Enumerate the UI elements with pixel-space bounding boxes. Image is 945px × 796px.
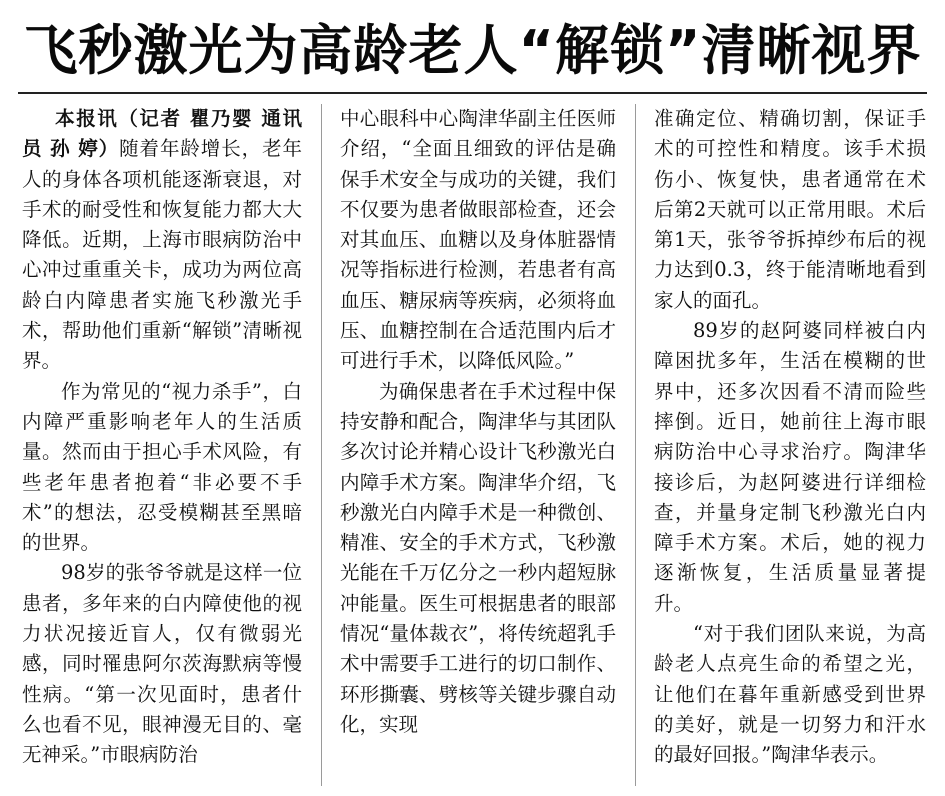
column-divider (635, 104, 636, 786)
paragraph: 作为常见的“视力杀手”，白内障严重影响老年人的生活质量。然而由于担心手术风险，有些老年患者抱着“非必要不手术”的想法，忍受模糊甚至黑暗的世界。 (22, 379, 302, 555)
paragraph-continued: 准确定位、精确切割，保证手术的可控性和精度。该手术损伤小、恢复快，患者通常在术后第2天就可以正常用眼。术后第1天，张爷爷拆掉纱布后的视力达到0.3，终于能清晰地看到家人的面孔。 (654, 107, 926, 312)
paragraph: 98岁的张爷爷就是这样一位患者，多年来的白内障使他的视力状况接近盲人，仅有微弱光感，同时罹患阿尔茨海默病等慢性病。“第一次见面时，患者什么也看不见，眼神漫无目的、毫无神采。”市眼病防治 (22, 561, 302, 767)
paragraph: 89岁的赵阿婆同样被白内障困扰多年，生活在模糊的世界中，还多次因看不清而险些摔倒。近日，她前往上海市眼病防治中心寻求治疗。陶津华接诊后，为赵阿婆进行详细检查，并量身定制飞秒激光白内障手术方案。术后，她的视力逐渐恢复，生活质量显著提升。 (654, 319, 926, 615)
byline: 本报讯（记者 瞿乃婴 通讯员 孙 婷） (22, 107, 302, 161)
paragraph: “对于我们团队来说，为高龄老人点亮生命的希望之光，让他们在暮年重新感受到世界的美好，就是一切努力和汗水的最好回报。”陶津华表示。 (654, 622, 926, 767)
article-headline: 飞秒激光为高龄老人“解锁”清晰视界 (23, 18, 922, 82)
paragraph: 为确保患者在手术过程中保持安静和配合，陶津华与其团队多次讨论并精心设计飞秒激光白内障手术方案。陶津华介绍，飞秒激光白内障手术是一种微创、精准、安全的手术方式，飞秒激光能在千万亿分之一秒内超短脉冲能量。医生可根据患者的眼部情况“量体裁衣”，将传统超乳手术中需要手工进行的切口制作、环形撕囊、劈核等关键步骤自动化，实现 (340, 379, 616, 736)
paragraph-continued: 中心眼科中心陶津华副主任医师介绍，“全面且细致的评估是确保手术安全与成功的关键，我们不仅要为患者做眼部检查，还会对其血压、血糖以及身体脏器情况等指标进行检测，若患者有高血压、糖尿病等疾病，必须将血压、血糖控制在合适范围内后才可进行手术，以降低风险。” (340, 107, 616, 373)
column-1 (22, 104, 302, 788)
column-2 (340, 104, 616, 788)
paragraph-text: 随着年龄增长，老年人的身体各项机能逐渐衰退，对手术的耐受性和恢复能力都大大降低。近期，上海市眼病防治中心冲过重重关卡，成功为两位高龄白内障患者实施飞秒激光手术，帮助他们重新“解锁”清晰视界。 (22, 137, 302, 373)
column-divider (321, 104, 322, 786)
column-3 (654, 104, 926, 788)
intro-paragraph (22, 104, 302, 377)
headline-divider (18, 92, 927, 94)
